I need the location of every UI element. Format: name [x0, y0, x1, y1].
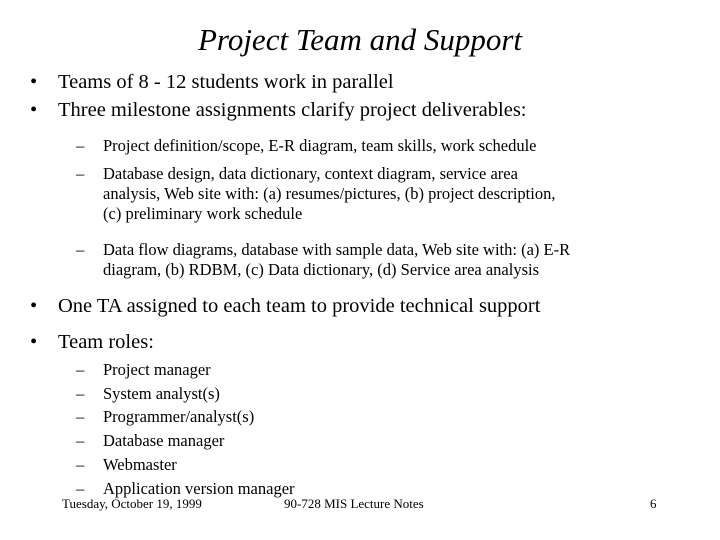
bullet-text: Three milestone assignments clarify project deliverables:: [58, 99, 527, 121]
slide-title: Project Team and Support: [197, 22, 523, 57]
role-text: Database manager: [103, 431, 225, 450]
dash-icon: –: [76, 384, 85, 403]
sub-bullet-text: Project definition/scope, E-R diagram, team skills, work schedule: [103, 136, 537, 155]
bullet-dot-icon: •: [30, 331, 38, 353]
footer-page-number: 6: [650, 496, 657, 511]
bullet-dot-icon: •: [30, 99, 38, 121]
dash-icon: –: [76, 240, 85, 259]
sub-bullet-text: Data flow diagrams, database with sample data, Web site with: (a) E-R diagram, (b) RDBM, (c) Data dictionary, (d) Service area analysis: [103, 240, 571, 279]
dash-icon: –: [76, 136, 85, 155]
bullet-text: Teams of 8 - 12 students work in parallel: [58, 71, 394, 93]
bullet-text: One TA assigned to each team to provide technical support: [58, 295, 541, 317]
dash-icon: –: [76, 407, 85, 426]
bullet-dot-icon: •: [30, 295, 38, 317]
sub-bullet-text: Database design, data dictionary, context diagram, service area analysis, Web site with: (a) resumes/pictures, (b) project description, (c) preliminary work schedule: [103, 164, 556, 223]
footer-course: 90-728 MIS Lecture Notes: [284, 496, 424, 511]
role-text: Project manager: [103, 360, 211, 379]
bullet-text: Team roles:: [58, 331, 154, 353]
dash-icon: –: [76, 455, 85, 474]
role-text: Application version manager: [103, 479, 295, 498]
bullet-dot-icon: •: [30, 71, 38, 93]
role-text: System analyst(s): [103, 384, 220, 403]
dash-icon: –: [76, 479, 85, 498]
dash-icon: –: [76, 164, 85, 183]
dash-icon: –: [76, 431, 85, 450]
dash-icon: –: [76, 360, 85, 379]
footer-date: Tuesday, October 19, 1999: [62, 496, 202, 511]
role-text: Webmaster: [103, 455, 177, 474]
role-text: Programmer/analyst(s): [103, 407, 255, 426]
